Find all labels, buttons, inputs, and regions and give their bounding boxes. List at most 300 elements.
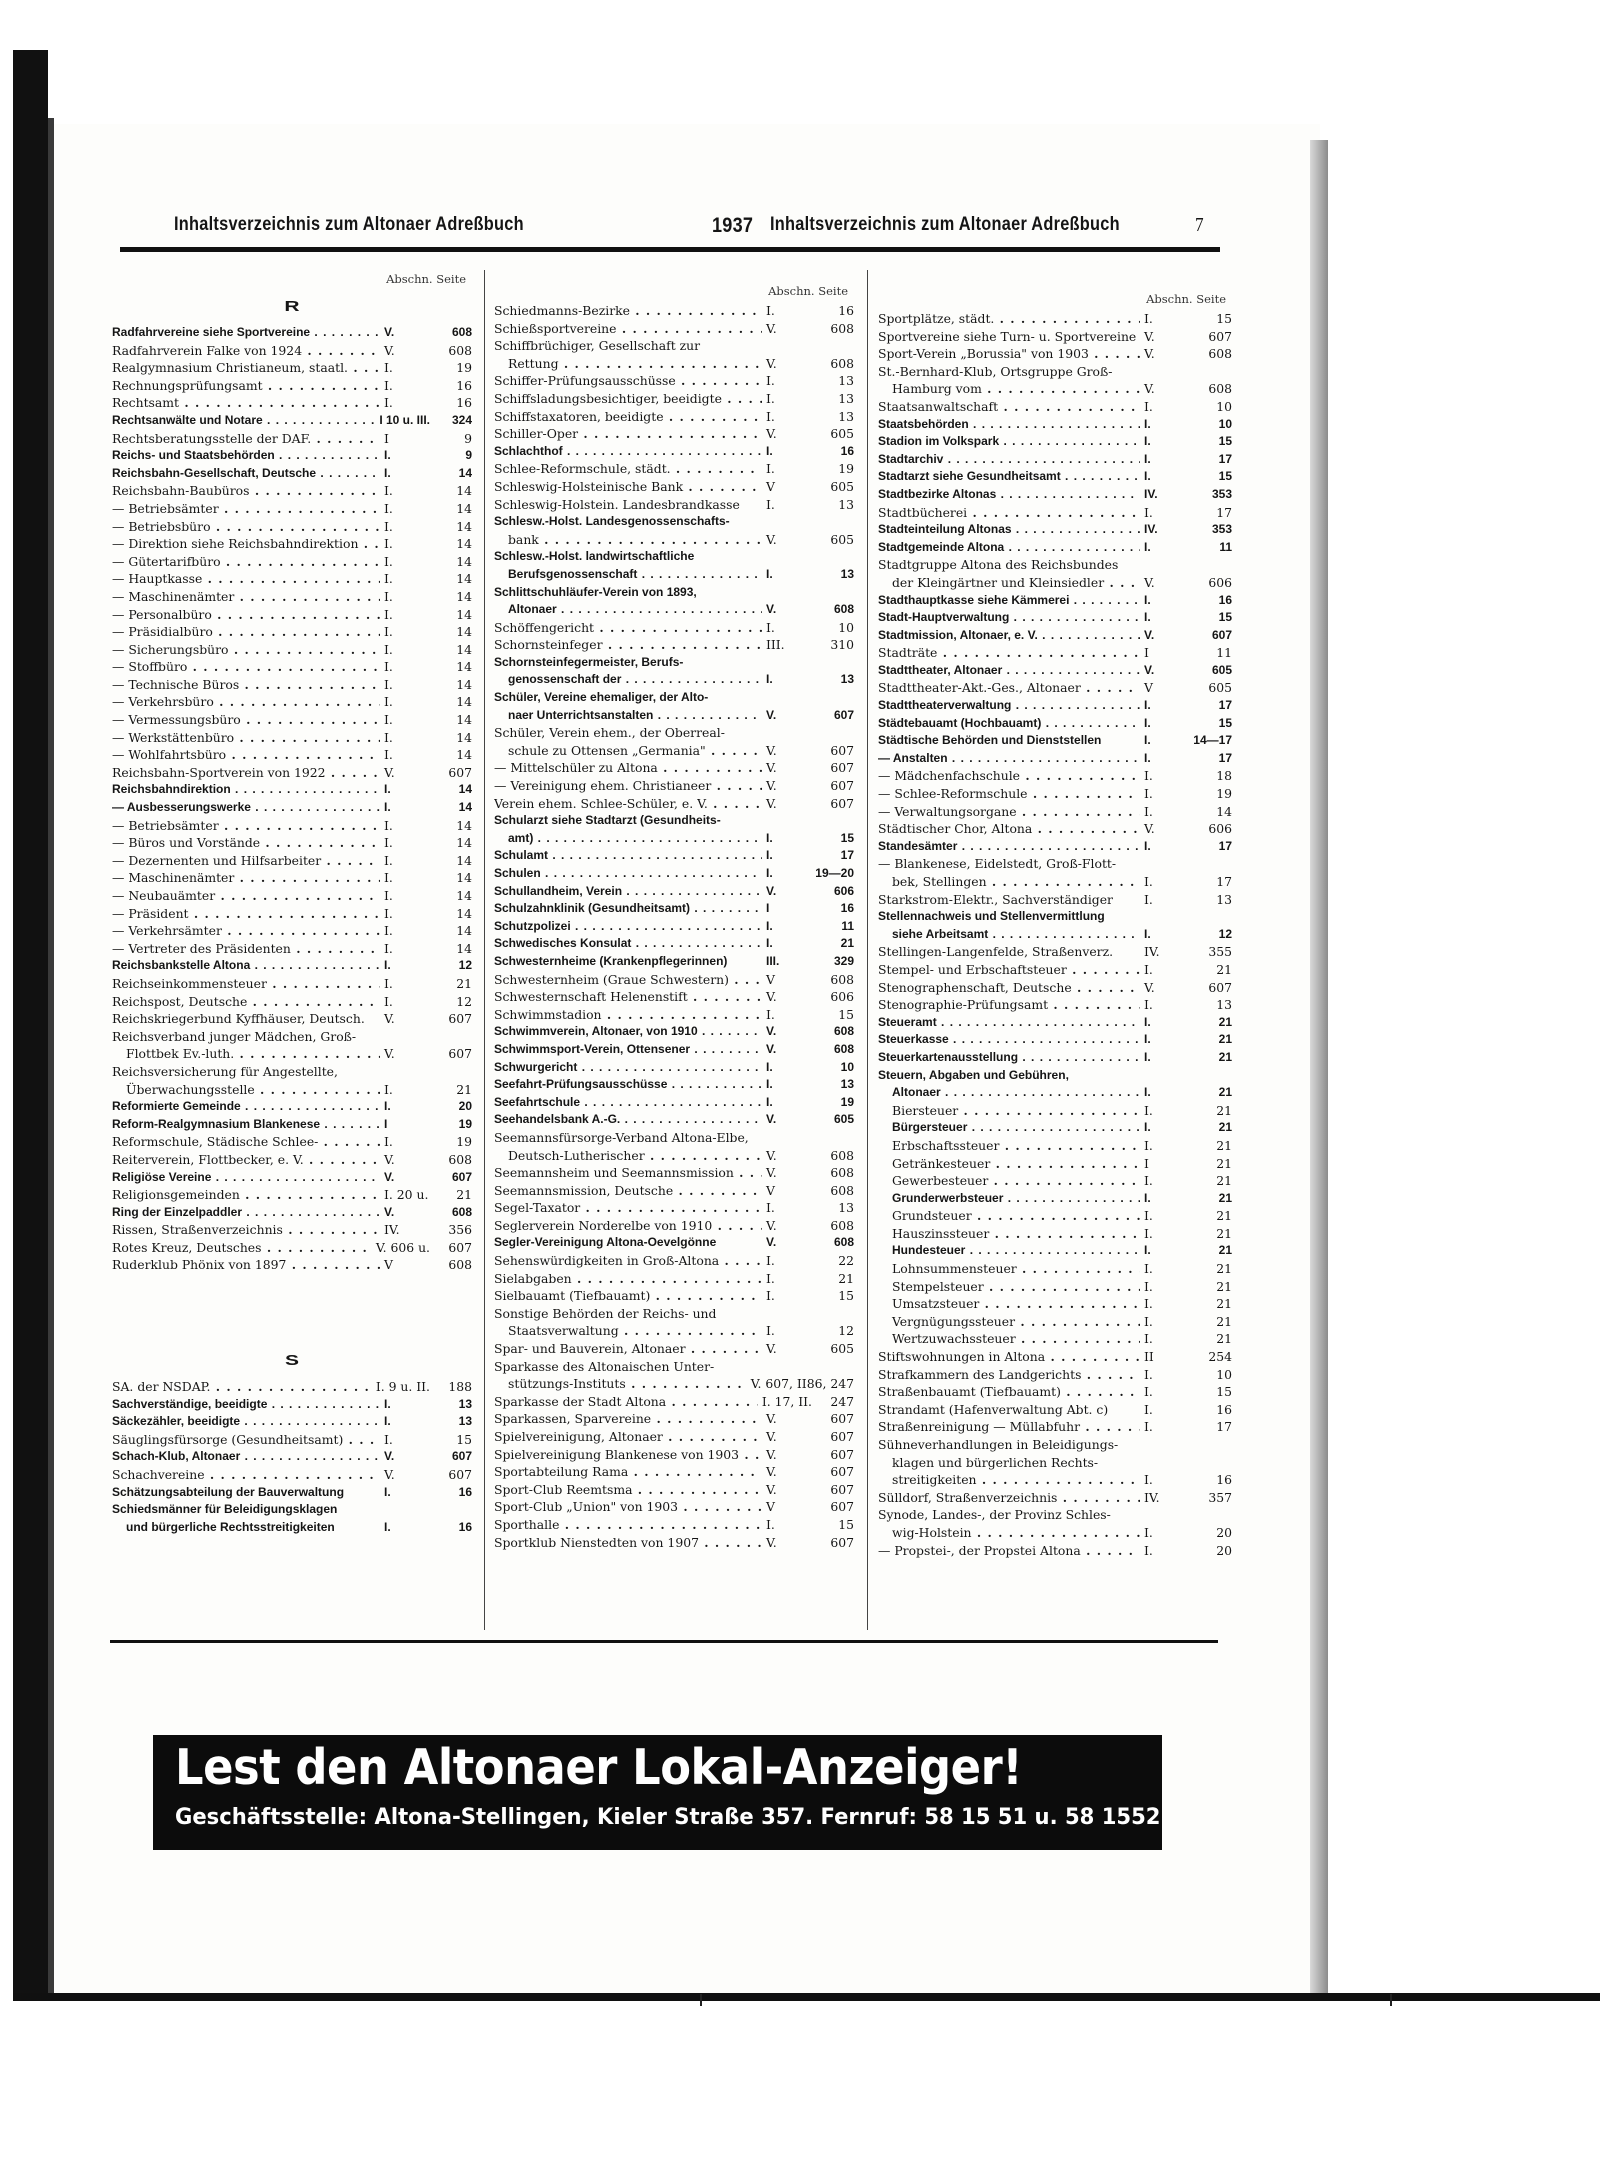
entry-abschnitt: I. [766, 443, 773, 458]
entry-name: Schwesternschaft Helenenstift . . . [494, 988, 762, 1006]
section-gap [112, 1274, 472, 1344]
entry-seite: 605 [833, 1112, 854, 1127]
entry-seite [1190, 1067, 1232, 1085]
entry-abschnitt: I. [1144, 1401, 1153, 1417]
entry-name: Schachvereine . . . [112, 1466, 380, 1484]
entry-seite: 13 [458, 1396, 472, 1411]
entry-name: Stadtbezirke Altonas . . . [878, 486, 1140, 504]
entry-seite: 15 [840, 830, 854, 845]
entry-name: Seglerverein Norderelbe von 1910 . . . [494, 1217, 762, 1235]
entry-abschnitt: I [1144, 645, 1149, 661]
entry-seite: 608 [830, 1182, 854, 1198]
entry-name: Sparkassen, Sparvereine . . . [494, 1410, 762, 1428]
entry-abschnitt: I [1144, 1155, 1149, 1171]
entry-abschnitt: I. [384, 835, 393, 851]
entry-name: Schwimmsport-Verein, Ottensener . . . [494, 1041, 762, 1059]
entry-seite: 17 [1218, 451, 1232, 466]
entry-name: — Verkehrsämter . . . [112, 922, 380, 940]
header-title-left: Inhaltsverzeichnis zum Altonaer Adreßbuch [174, 214, 524, 235]
entry-seite: 605 [1208, 680, 1232, 696]
entry-name: — Mittelschüler zu Altona . . . [494, 759, 762, 777]
entry-name: Lohnsummensteuer . . . [878, 1260, 1140, 1278]
index-entry [494, 1252, 854, 1270]
entry-abschnitt: V. [1144, 381, 1155, 397]
entry-abschnitt: I. [384, 518, 393, 534]
header-year: 1937 [712, 214, 754, 237]
entry-name: Reichs- und Staatsbehörden . . . [112, 447, 380, 465]
index-entry [878, 433, 1232, 451]
entry-name: Seemannsmission, Deutsche . . . [494, 1182, 762, 1200]
entry-seite: 608 [830, 320, 854, 336]
index-entry [112, 447, 472, 465]
entry-abschnitt: I. [1144, 592, 1151, 607]
entry-name: Schwurgericht . . . [494, 1059, 762, 1077]
entry-abschnitt: V. [384, 342, 395, 358]
index-entry [878, 486, 1232, 504]
index-entry [878, 1137, 1232, 1155]
entry-name: Sparkasse des Altonaischen Unter- [494, 1358, 715, 1374]
entry-abschnitt: V. [384, 764, 395, 780]
entry-seite: 21 [456, 975, 472, 991]
entry-abschnitt: I. [384, 1414, 391, 1429]
entry-seite: 605 [1211, 662, 1232, 677]
entry-seite: 21 [838, 1270, 854, 1286]
entry-seite: 607 [830, 795, 854, 811]
entry-seite: 21 [1216, 1102, 1232, 1118]
entry-abschnitt: I. [766, 1059, 773, 1074]
entry-name: — Vereinigung ehem. Christianeer . . . [494, 777, 762, 795]
entry-abschnitt: V. [766, 1217, 777, 1233]
entry-seite: 16 [456, 377, 472, 393]
entry-abschnitt: I. [384, 817, 393, 833]
entry-seite: 14 [456, 624, 472, 640]
entry-abschnitt: V. [1144, 574, 1155, 590]
entry-abschnitt: I. [1144, 1542, 1153, 1558]
entry-seite: 21 [1216, 1137, 1232, 1153]
entry-name: Stadtbücherei . . . [878, 504, 1140, 522]
entry-abschnitt: I. [384, 993, 393, 1009]
entry-name: — Verwaltungsorgane . . . [878, 803, 1140, 821]
entry-abschnitt [762, 513, 812, 531]
index-entry [494, 1287, 854, 1305]
index-entry [112, 887, 472, 905]
index-entry [112, 1519, 472, 1537]
entry-seite: 607 [830, 742, 854, 758]
entry-name: Wertzuwachssteuer . . . [878, 1330, 1140, 1348]
entry-seite: 19 [456, 360, 472, 376]
entry-name: Synode, Landes-, der Provinz Schles- [878, 1507, 1111, 1523]
entry-abschnitt: I. [766, 830, 773, 845]
entry-seite [812, 689, 854, 707]
entry-seite: 17 [1218, 750, 1232, 765]
entry-abschnitt: I. [1144, 1472, 1153, 1488]
entry-name: Religiöse Vereine . . . [112, 1169, 380, 1187]
entry-abschnitt: I. [766, 408, 775, 424]
index-entry [878, 820, 1232, 838]
entry-abschnitt: I. 9 u. II. [375, 1379, 430, 1395]
entry-name: Erbschaftssteuer . . . [878, 1137, 1140, 1155]
entry-seite: 9 [464, 430, 472, 446]
entry-seite: 607 [830, 778, 854, 794]
index-entry [112, 1098, 472, 1116]
entry-seite: 15 [1216, 1384, 1232, 1400]
entry-abschnitt: V. 607, II [750, 1376, 807, 1392]
entry-name: Deutsch-Lutherischer . . . [494, 1147, 762, 1165]
entry-name: Stadthauptkasse siehe Kämmerei . . . [878, 592, 1140, 610]
entry-abschnitt: I. [766, 866, 773, 880]
entry-abschnitt: V. [766, 1024, 777, 1039]
index-entry [494, 1129, 854, 1147]
entry-name: — Maschinenämter . . . [112, 869, 380, 887]
entry-abschnitt: I. [766, 390, 775, 406]
entry-seite: 21 [1218, 1190, 1232, 1205]
entry-abschnitt: V. [1144, 821, 1155, 837]
entry-seite: 14 [456, 852, 472, 868]
index-entry [878, 996, 1232, 1014]
entry-abschnitt: V. [384, 1467, 395, 1483]
index-entry [494, 584, 854, 602]
entry-seite: 247 [830, 1393, 854, 1409]
entry-abschnitt: I. [766, 1270, 775, 1286]
entry-seite: 10 [840, 1059, 854, 1074]
entry-abschnitt: I. [1144, 786, 1153, 802]
index-entry [112, 535, 472, 553]
entry-seite: 13 [458, 1414, 472, 1429]
entry-name: Sport-Club Reemtsma . . . [494, 1481, 762, 1499]
entry-name: Sportklub Nienstedten von 1907 . . . [494, 1534, 762, 1552]
entry-abschnitt: V. [766, 531, 777, 547]
entry-seite: 607 [830, 1429, 854, 1444]
entry-abschnitt: I. [766, 373, 775, 389]
entry-seite: 14 [456, 817, 472, 833]
entry-seite: 14 [456, 641, 472, 657]
index-entry [112, 623, 472, 641]
index-entry [494, 918, 854, 936]
entry-name: Seefahrt-Prüfungsausschüsse . . . [494, 1076, 762, 1094]
entry-name: Schätzungsabteilung der Bauverwaltung [112, 1484, 345, 1499]
index-entry [494, 1270, 854, 1288]
entry-abschnitt: I. [1144, 750, 1151, 765]
index-entry [878, 767, 1232, 785]
index-entry [878, 1313, 1232, 1331]
index-entry [494, 1516, 854, 1534]
entry-seite: 607 [1208, 328, 1232, 344]
entry-seite: 21 [1216, 1155, 1232, 1171]
index-entry [112, 676, 472, 694]
entry-abschnitt: IV. [1144, 1489, 1160, 1505]
entry-abschnitt: V. [766, 883, 777, 898]
entry-abschnitt: V. [766, 989, 777, 1005]
index-entry [878, 1014, 1232, 1032]
index-entry [112, 482, 472, 500]
entry-name: Reichsversicherung für Angestellte, [112, 1063, 338, 1079]
entry-abschnitt: I. [1144, 733, 1151, 748]
entry-seite: 324 [451, 412, 472, 427]
index-entry [878, 310, 1232, 328]
entry-abschnitt: V [1144, 680, 1153, 696]
index-entry [494, 795, 854, 813]
entry-name: Stadtgemeinde Altona . . . [878, 539, 1140, 557]
entry-abschnitt [380, 1028, 430, 1046]
entry-name: Städtebauamt (Hochbauamt) . . . [878, 715, 1140, 733]
entry-name: Schiffstaxatoren, beeidigte . . . [494, 408, 762, 426]
entry-name: Umsatzsteuer . . . [878, 1295, 1140, 1313]
index-column-middle [494, 284, 854, 1551]
entry-name: Reformschule, Städische Schlee- . . . [112, 1133, 380, 1151]
entry-seite: 14 [456, 659, 472, 675]
entry-abschnitt: V. [1144, 346, 1155, 362]
index-entry [112, 1221, 472, 1239]
entry-name: Reichskriegerbund Kyffhäuser, Deutsch. [112, 1011, 365, 1027]
index-entry [494, 1147, 854, 1165]
entry-name: Staatsverwaltung . . . [494, 1322, 762, 1340]
entry-seite: 605 [830, 426, 854, 442]
index-entry [878, 468, 1232, 486]
entry-seite: 608 [830, 1217, 854, 1233]
entry-name: Hundesteuer . . . [878, 1242, 1140, 1260]
entry-name: SA. der NSDAP. . . . [112, 1378, 372, 1396]
page-number: 7 [1195, 214, 1204, 236]
entry-abschnitt: V [766, 1182, 775, 1198]
entry-seite: 14 [456, 518, 472, 534]
entry-seite: 14 [1216, 803, 1232, 819]
index-entry [494, 1059, 854, 1077]
entry-abschnitt: V. [766, 1041, 777, 1056]
entry-seite [812, 812, 854, 830]
index-entry [112, 359, 472, 377]
entry-abschnitt: I. [1144, 1243, 1151, 1258]
index-entry [494, 1041, 854, 1059]
entry-name: St.-Bernhard-Klub, Ortsgruppe Groß- [878, 363, 1113, 379]
entry-name: der Kleingärtner und Kleinsiedler . . . [878, 574, 1140, 592]
entry-seite: 21 [1216, 1296, 1232, 1312]
entry-seite: 16 [1218, 592, 1232, 607]
index-entry [112, 711, 472, 729]
entry-seite: 608 [830, 971, 854, 987]
index-entry [112, 500, 472, 518]
entry-seite: 12 [456, 993, 472, 1009]
index-entry [112, 1256, 472, 1274]
index-entry [494, 1534, 854, 1552]
section-letter-s: S [284, 1352, 299, 1369]
entry-abschnitt: V. [384, 1151, 395, 1167]
entry-name: Reichsbahndirektion . . . [112, 781, 380, 799]
entry-name: Sühneverhandlungen in Beleidigungs- [878, 1437, 1119, 1452]
entry-name: — Gütertarifbüro . . . [112, 553, 380, 571]
index-entry [112, 465, 472, 483]
entry-abschnitt: V. [766, 1112, 777, 1127]
entry-seite: 14 [456, 835, 472, 851]
index-entry [494, 971, 854, 989]
index-entry [112, 693, 472, 711]
entry-abschnitt [762, 724, 812, 742]
entry-abschnitt: I. [384, 1099, 391, 1114]
entry-abschnitt: III. [766, 637, 785, 653]
index-entry [494, 1498, 854, 1516]
index-entry [878, 715, 1232, 733]
entry-seite: 607 [448, 764, 472, 780]
entry-name: — Betriebsämter . . . [112, 817, 380, 835]
index-entry [494, 372, 854, 390]
entry-abschnitt: I. [766, 1006, 775, 1022]
entry-seite [812, 1129, 854, 1147]
entry-seite: 607 [830, 1534, 854, 1550]
index-entry [878, 908, 1232, 926]
entry-abschnitt [1140, 1067, 1190, 1085]
page-edge-shadow [1310, 140, 1328, 1993]
header-title-right: Inhaltsverzeichnis zum Altonaer Adreßbuch [770, 214, 1120, 235]
entry-abschnitt: I. [384, 975, 393, 991]
entry-seite [1190, 1436, 1232, 1454]
entry-name: Gewerbesteuer . . . [878, 1172, 1140, 1190]
index-entry [112, 570, 472, 588]
entry-seite [812, 724, 854, 742]
column-head: Abschn. Seite [386, 272, 466, 286]
entry-name: Spar- und Bauverein, Altonaer . . . [494, 1340, 762, 1358]
index-entry [112, 553, 472, 571]
index-entry [878, 1295, 1232, 1313]
entry-seite [812, 548, 854, 566]
entry-abschnitt: IV. [1144, 486, 1158, 501]
entry-abschnitt [1140, 1506, 1190, 1524]
entry-name: Schwesternheim (Graue Schwestern) . . . [494, 971, 762, 989]
entry-seite [812, 1358, 854, 1376]
index-entry [494, 355, 854, 373]
entry-seite: 21 [1218, 1014, 1232, 1029]
entry-seite: 16 [456, 395, 472, 411]
entry-seite [430, 1063, 472, 1081]
entry-abschnitt: I. [766, 619, 775, 635]
entry-name: Schornsteinfegermeister, Berufs- [494, 654, 684, 669]
index-entry [494, 302, 854, 320]
index-entry [878, 926, 1232, 944]
index-entry [494, 1199, 854, 1217]
index-entry [878, 873, 1232, 891]
index-entry [878, 838, 1232, 856]
page-bottom-edge [13, 1993, 1600, 2001]
entry-name: Sparkasse der Stadt Altona . . . [494, 1393, 758, 1411]
entry-seite: 21 [1218, 1120, 1232, 1135]
entry-abschnitt [1140, 855, 1190, 873]
entry-abschnitt: I. [1144, 997, 1153, 1013]
entry-abschnitt: V. [766, 1341, 777, 1357]
entry-seite: 607 [830, 1446, 854, 1462]
entry-abschnitt: I. [1144, 1419, 1153, 1435]
entry-abschnitt: I. [1144, 1278, 1153, 1294]
entry-seite: 17 [840, 848, 854, 863]
entry-name: Staatsbehörden . . . [878, 416, 1140, 434]
entry-seite: 608 [833, 1235, 854, 1250]
index-entry [494, 1410, 854, 1428]
entry-name: Schlachthof . . . [494, 443, 762, 461]
index-entry [112, 852, 472, 870]
entry-abschnitt [1140, 363, 1190, 381]
entry-seite: 13 [838, 408, 854, 424]
entry-name: Seemannsheim und Seemannsmission . . . [494, 1164, 762, 1182]
entry-seite: 16 [840, 443, 854, 458]
entry-abschnitt: I. [384, 958, 391, 973]
entry-name: Sielabgaben . . . [494, 1270, 762, 1288]
entry-name: Biersteuer . . . [878, 1102, 1140, 1120]
index-entry [878, 363, 1232, 381]
entry-name: Rissen, Straßenverzeichnis . . . [112, 1221, 380, 1239]
index-entry [878, 539, 1232, 557]
entry-name: Schiffsladungsbesichtiger, beeidigte . . . [494, 390, 762, 408]
entry-seite: 21 [1216, 1261, 1232, 1277]
entry-seite: 86, 247 [806, 1376, 854, 1392]
entry-abschnitt: I. [384, 729, 393, 745]
entry-name: — Präsidialbüro . . . [112, 623, 380, 641]
entry-name: Stadion im Volkspark . . . [878, 433, 1140, 451]
entry-abschnitt: I. [1144, 1208, 1153, 1224]
entry-seite: 608 [448, 1257, 472, 1273]
index-entry [112, 1239, 472, 1257]
entry-name: Städtischer Chor, Altona . . . [878, 820, 1140, 838]
entry-seite: 10 [1218, 416, 1232, 431]
entry-name: Ring der Einzelpaddler . . . [112, 1204, 380, 1222]
entry-name: Schiller-Oper . . . [494, 425, 762, 443]
entry-seite: 14 [456, 747, 472, 763]
index-entry [494, 689, 854, 707]
entry-abschnitt: V. [766, 1235, 777, 1250]
entry-seite: 606 [830, 989, 854, 1005]
entry-seite: 17 [1216, 504, 1232, 520]
entry-name: Strandamt (Hafenverwaltung Abt. c) [878, 1401, 1109, 1417]
entry-name: Stadt-Hauptverwaltung . . . [878, 609, 1140, 627]
index-entry [494, 566, 854, 584]
entry-abschnitt: V. [766, 1446, 777, 1462]
entry-name: — Wohlfahrtsbüro . . . [112, 746, 380, 764]
entry-abschnitt: I. [1144, 1014, 1151, 1029]
entry-name: bank . . . [494, 531, 762, 549]
entry-name: wig-Holstein . . . [878, 1524, 1140, 1542]
index-entry [112, 412, 472, 430]
entry-seite: 14 [456, 905, 472, 921]
entry-abschnitt: IV. [1144, 944, 1160, 960]
entry-seite: 608 [448, 1151, 472, 1167]
entry-abschnitt: I. [766, 461, 775, 477]
index-entry [112, 1378, 472, 1396]
entry-name: Radfahrverein Falke von 1924 . . . [112, 342, 380, 360]
entry-abschnitt: I. [766, 936, 773, 951]
entry-name: Realgymnasium Christianeum, staatl. . . . [112, 359, 380, 377]
entry-name: Altonaer . . . [878, 1084, 1140, 1102]
entry-name: Städtische Behörden und Dienststellen [878, 733, 1102, 748]
entry-seite [812, 513, 854, 531]
index-entry [494, 812, 854, 830]
entry-name: Spielvereinigung Blankenese von 1903 . . . [494, 1446, 762, 1464]
entry-seite: 16 [1216, 1472, 1232, 1488]
entry-abschnitt: V. [766, 795, 777, 811]
entry-seite: 21 [1216, 1208, 1232, 1224]
entry-name: Segler-Vereinigung Altona-Oevelgönne [494, 1235, 717, 1250]
entry-name: Reichspost, Deutsche . . . [112, 993, 380, 1011]
entry-seite: 608 [833, 1041, 854, 1056]
entry-name: Schwimmverein, Altonaer, von 1910 . . . [494, 1023, 762, 1041]
entry-seite: 21 [1216, 961, 1232, 977]
entry-seite [1190, 556, 1232, 574]
entry-abschnitt: II [1144, 1349, 1154, 1365]
index-entry [112, 1151, 472, 1169]
index-entry [878, 943, 1232, 961]
entry-seite: 608 [830, 1165, 854, 1181]
entry-name: Schlesw.-Holst. landwirtschaftliche [494, 549, 695, 564]
entry-seite: 607 [830, 1411, 854, 1427]
entry-seite: 607 [448, 1239, 472, 1255]
entry-seite: 13 [840, 1077, 854, 1092]
entry-name: Schlittschuhläufer-Verein von 1893, [494, 584, 697, 599]
entry-abschnitt: V. [766, 707, 777, 722]
